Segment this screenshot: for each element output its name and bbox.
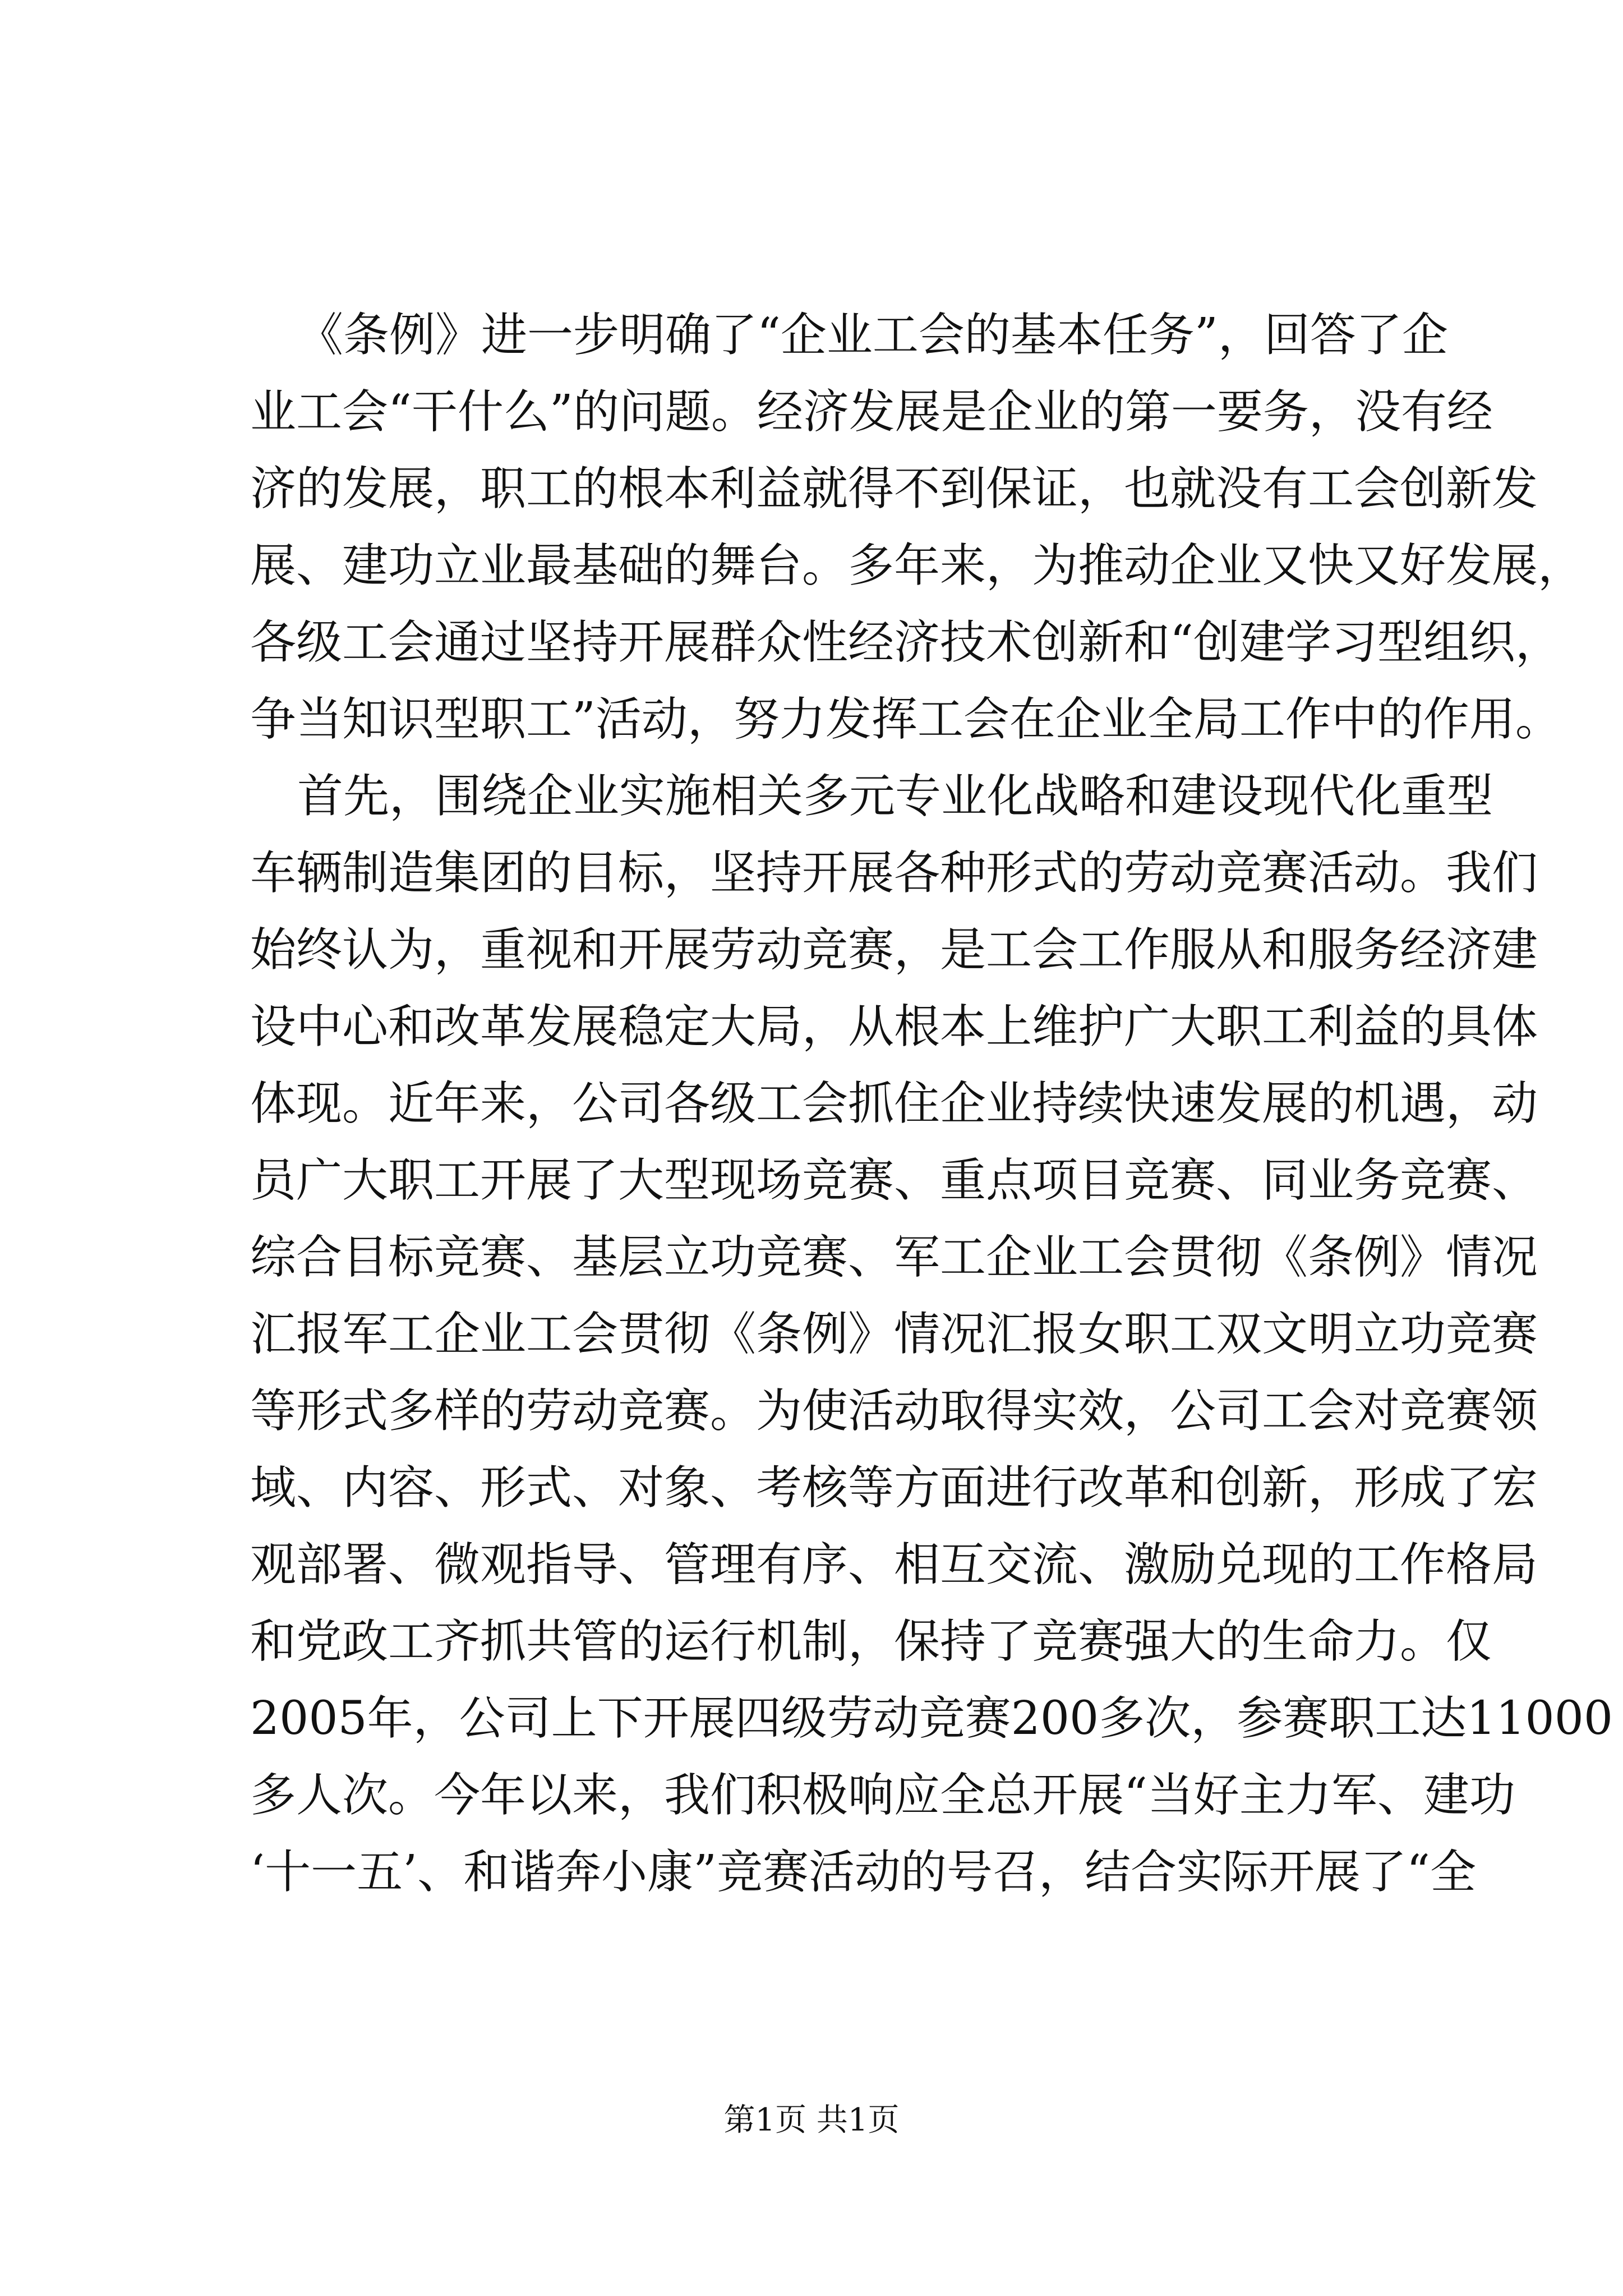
text-line: 员广大职工开展了大型现场竞赛、重点项目竞赛、同业务竞赛、 [250,1154,1538,1207]
text-line: 汇报军工企业工会贯彻《条例》情况汇报女职工双文明立功竞赛 [250,1308,1538,1361]
text-line: 首先，围绕企业实施相关多元专业化战略和建设现代化重型 [297,770,1493,823]
text-line: 域、内容、形式、对象、考核等方面进行改革和创新，形成了宏 [250,1461,1538,1515]
text-line: 争当知识型职工”活动，努力发挥工会在企业全局工作中的作用。 [250,693,1561,746]
text-line: 观部署、微观指导、管理有序、相互交流、激励兑现的工作格局 [250,1538,1538,1591]
text-line: 体现。近年来，公司各级工会抓住企业持续快速发展的机遇，动 [250,1077,1538,1130]
text-line: 2005年，公司上下开展四级劳动竞赛200多次，参赛职工达11000 [250,1692,1613,1745]
text-line: 和党政工齐抓共管的运行机制，保持了竞赛强大的生命力。仅 [250,1615,1492,1668]
text-line: 各级工会通过坚持开展群众性经济技术创新和“创建学习型组织， [250,616,1561,669]
text-line: 多人次。今年以来，我们积极响应全总开展“当好主力军、建功 [250,1769,1515,1822]
text-line: 等形式多样的劳动竞赛。为使活动取得实效，公司工会对竞赛领 [250,1384,1538,1438]
text-line: 设中心和改革发展稳定大局，从根本上维护广大职工利益的具体 [250,1000,1538,1053]
text-line: 济的发展，职工的根本利益就得不到保证，也就没有工会创新发 [250,462,1538,516]
text-line: 展、建功立业最基础的舞台。多年来，为推动企业又快又好发展， [250,539,1584,592]
text-line: 业工会“干什么”的问题。经济发展是企业的第一要务，没有经 [250,385,1493,439]
text-line: 车辆制造集团的目标，坚持开展各种形式的劳动竞赛活动。我们 [250,846,1538,900]
text-line: 《条例》进一步明确了“企业工会的基本任务”，回答了企 [297,309,1448,362]
text-line: 始终认为，重视和开展劳动竞赛，是工会工作服从和服务经济建 [250,923,1538,977]
page-footer: 第1页 共1页 [723,2102,900,2138]
text-line: 综合目标竞赛、基层立功竞赛、军工企业工会贯彻《条例》情况 [250,1231,1538,1284]
text-line: ‘十一五’、和谐奔小康”竞赛活动的号召，结合实际开展了“全 [250,1846,1476,1899]
